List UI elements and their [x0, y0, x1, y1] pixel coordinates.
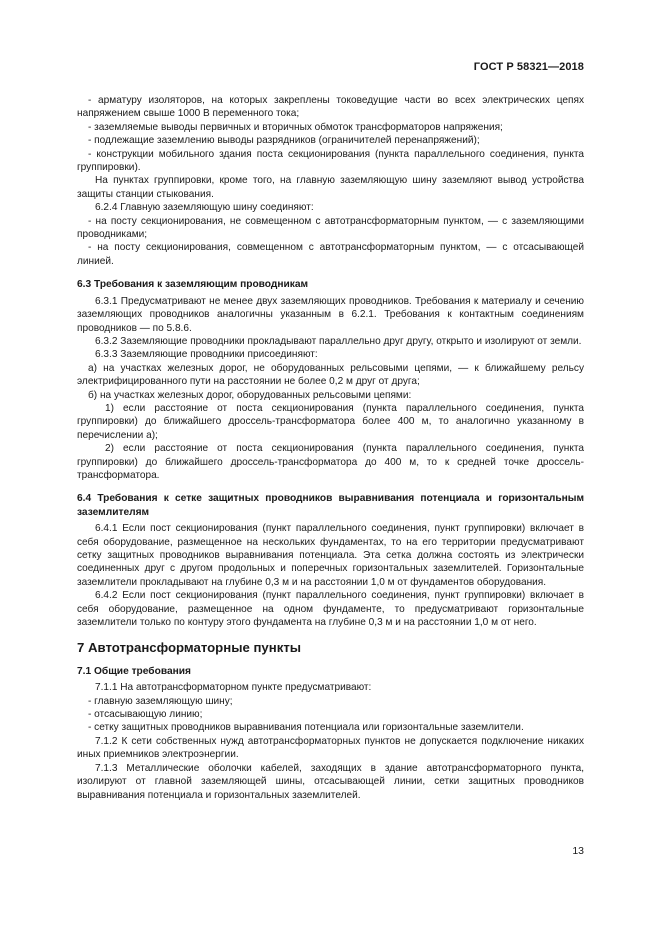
paragraph: 6.4.2 Если пост секционирования (пункт параллельного соединения, пункт группировки) включает в себя оборудование, размещенное на одном фундаменте, то предусматривают горизонтальные заземлители только по контуру этого фундамента на глубине 0,3 м и на расстоянии 1,0 м от него.	[77, 590, 584, 629]
paragraph: б) на участках железных дорог, оборудованных рельсовыми цепями:	[88, 389, 412, 401]
paragraph: - главную заземляющую шину;	[88, 695, 233, 707]
section-heading: 6.3 Требования к заземляющим проводникам	[77, 279, 309, 291]
paragraph: - на посту секционирования, совмещенном с автотрансформаторным пунктом, — с отсасывающей линией.	[77, 242, 584, 267]
paragraph: - заземляемые выводы первичных и вторичных обмоток трансформаторов напряжения;	[88, 121, 503, 133]
paragraph: 7.1.3 Металлические оболочки кабелей, заходящих в здание автотрансформаторного пункта, изолируют от главной заземляющей шины, отсасывающей линии, сетки защитных проводников выравнивания потенциала и горизонтальных заземлителей.	[77, 762, 584, 801]
paragraph: 7.1.1 На автотрансформаторном пункте предусматривают:	[95, 682, 372, 694]
paragraph: а) на участках железных дорог, не оборудованных рельсовыми цепями, — к ближайшему рельсу электрифицированного пути на расстоянии не более 0,2 м друг от друга;	[77, 362, 584, 388]
section-heading: 7 Автотрансформаторные пункты	[77, 640, 302, 656]
document-code-header: ГОСТ Р 58321—2018	[473, 61, 584, 73]
paragraph: На пунктах группировки, кроме того, на главную заземляющую шину заземляют вывод устройства защиты станции стыкования.	[77, 175, 584, 200]
paragraph: 6.3.1 Предусматривают не менее двух заземляющих проводников. Требования к материалу и сечению заземляющих проводников аналогичны указанным в 6.2.1. Требования к контактным соединениям проводников — по 5.8.6.	[77, 295, 584, 334]
paragraph: 6.3.3 Заземляющие проводники присоединяют:	[95, 349, 318, 361]
paragraph: 1) если расстояние от поста секционирования (пункта параллельного соединения, пункта группировки) до ближайшего дроссель-трансформатора более 400 м, то аналогично указанному в перечислении а);	[77, 402, 584, 441]
page-number: 13	[572, 845, 584, 857]
paragraph: 6.2.4 Главную заземляющую шину соединяют:	[95, 202, 314, 214]
paragraph: 6.3.2 Заземляющие проводники прокладывают параллельно друг другу, открыто и изолируют от земли.	[95, 335, 582, 347]
section-heading: 7.1 Общие требования	[77, 665, 191, 677]
paragraph: 2) если расстояние от поста секционирования (пункта параллельного соединения, пункта группировки) до ближайшего дроссель-трансформатора до 400 м, то к средней точке дроссель-трансформатора.	[77, 443, 584, 481]
paragraph: - конструкции мобильного здания поста секционирования (пункта параллельного соединения, пункта группировки).	[77, 148, 584, 174]
document-body	[77, 94, 584, 802]
paragraph: - арматуру изоляторов, на которых закреплены токоведущие части во всех электрических цепях напряжением свыше 1000 В переменного тока;	[77, 95, 584, 120]
paragraph: - подлежащие заземлению выводы разрядников (ограничителей перенапряжений);	[88, 135, 480, 147]
paragraph: 7.1.2 К сети собственных нужд автотрансформаторных пунктов не допускается подключение никаких иных приемников электроэнергии.	[77, 735, 584, 761]
paragraph: 6.4.1 Если пост секционирования (пункт параллельного соединения, пункт группировки) включает в себя оборудование, размещенное на нескольких фундаментах, то на его территории предусматривают сетку защитных проводников выравнивания потенциала. Эта сетка должна состоять из электрически соединенных друг с другом продольных и поперечных горизонтальных заземлителей. Горизонтальные заземлители прокладывают на глубине 0,3 м и на расстоянии 1,0 м от фундаментов оборудования.	[77, 523, 584, 588]
section-heading: 6.4 Требования к сетке защитных проводников выравнивания потенциала и горизонтальным заземлителям	[77, 493, 584, 518]
paragraph: - отсасывающую линию;	[88, 709, 203, 721]
paragraph: - сетку защитных проводников выравнивания потенциала или горизонтальные заземлители.	[88, 722, 524, 734]
paragraph: - на посту секционирования, не совмещенном с автотрансформаторным пунктом, — с заземляющими проводниками;	[77, 215, 584, 241]
